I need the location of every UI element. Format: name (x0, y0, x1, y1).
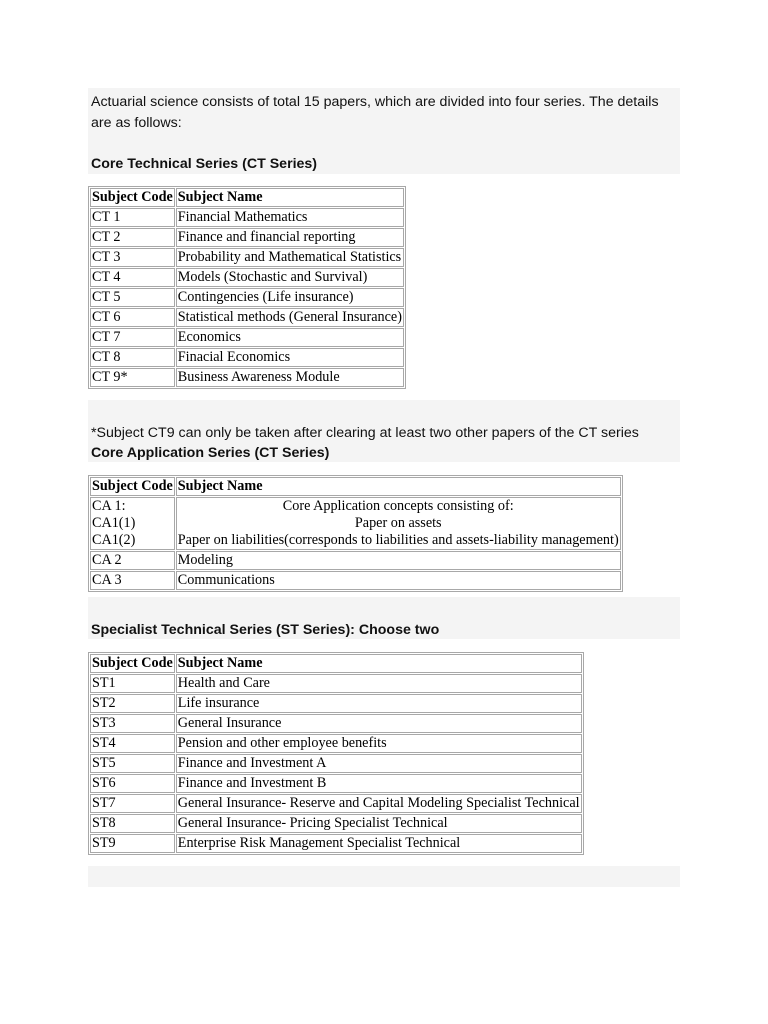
subject-name-cell: Finance and financial reporting (176, 228, 404, 247)
table-header-row (90, 654, 582, 673)
ct9-footnote: *Subject CT9 can only be taken after clearing at least two other papers of the CT series (91, 425, 639, 441)
table-row (90, 248, 404, 267)
subject-name-cell: Life insurance (176, 694, 582, 713)
table-row-ca1-group (90, 497, 621, 550)
table-row (90, 834, 582, 853)
table-row (90, 308, 404, 327)
table-row (90, 228, 404, 247)
subject-name-cell: Communications (176, 571, 621, 590)
table-row (90, 714, 582, 733)
table-row (90, 794, 582, 813)
table-row (90, 694, 582, 713)
ca1-names (176, 497, 621, 550)
table-row (90, 288, 404, 307)
ca-series-heading: Core Application Series (CT Series) (91, 445, 330, 461)
ca1-1-code: CA1(1) (92, 515, 136, 531)
header-subject-code: Subject Code (92, 189, 173, 205)
table-header-row (90, 188, 404, 207)
bottom-band (88, 866, 680, 887)
ca1-codes (90, 497, 175, 550)
subject-name-cell: Financial Mathematics (176, 208, 404, 227)
subject-name-cell: Contingencies (Life insurance) (176, 288, 404, 307)
subject-name-cell: Models (Stochastic and Survival) (176, 268, 404, 287)
subject-code-cell: ST4 (90, 734, 175, 753)
subject-name-cell: Economics (176, 328, 404, 347)
subject-code-cell: ST3 (90, 714, 175, 733)
table-row (90, 674, 582, 693)
intro-line-1: Actuarial science consists of total 15 papers, which are divided into four series. The details (91, 94, 659, 110)
header-subject-name: Subject Name (176, 188, 404, 207)
subject-code-cell: ST1 (90, 674, 175, 693)
table-row (90, 571, 621, 590)
subject-code-cell: CT 1 (90, 208, 175, 227)
subject-code-cell: CT 4 (90, 268, 175, 287)
table-row (90, 328, 404, 347)
subject-code-cell: ST5 (90, 754, 175, 773)
subject-name-cell: Health and Care (176, 674, 582, 693)
subject-name-cell: Statistical methods (General Insurance) (177, 309, 402, 325)
subject-code-cell: ST2 (90, 694, 175, 713)
subject-name-cell: General Insurance- Reserve and Capital Modeling Specialist Technical (177, 795, 580, 811)
subject-code-cell: CT 8 (90, 348, 175, 367)
subject-code-cell: CT 9* (90, 368, 175, 387)
ca1-2-name: Paper on liabilities(corresponds to liabilities and assets-liability management) (177, 532, 619, 548)
table-row (90, 551, 621, 570)
subject-code-cell: CA 3 (90, 571, 175, 590)
ct-series-table (88, 186, 406, 389)
subject-name-cell: Business Awareness Module (176, 368, 404, 387)
table-row (90, 734, 582, 753)
header-subject-code: Subject Code (92, 655, 173, 671)
header-subject-name: Subject Name (176, 654, 582, 673)
ct-series-heading: Core Technical Series (CT Series) (91, 156, 318, 172)
ca-series-table (88, 475, 623, 592)
table-row (90, 754, 582, 773)
table-header-row (90, 477, 621, 496)
ca1-2-code: CA1(2) (92, 532, 136, 548)
subject-code-cell: CT 6 (90, 308, 175, 327)
subject-name-cell: Finance and Investment B (176, 774, 582, 793)
subject-code-cell: CT 5 (90, 288, 175, 307)
subject-code-cell: CA 2 (90, 551, 175, 570)
subject-name-cell: Modeling (176, 551, 621, 570)
subject-code-cell: ST7 (90, 794, 175, 813)
st-series-heading: Specialist Technical Series (ST Series): Choose two (91, 622, 440, 638)
subject-name-cell: Pension and other employee benefits (176, 734, 582, 753)
subject-name-cell: Probability and Mathematical Statistics (176, 248, 404, 267)
header-subject-name: Subject Name (176, 477, 621, 496)
intro-line-2: are as follows: (91, 115, 182, 131)
subject-name-cell: Enterprise Risk Management Specialist Technical (176, 834, 582, 853)
table-row (90, 368, 404, 387)
subject-name-cell: General Insurance (176, 714, 582, 733)
st-series-table (88, 652, 584, 855)
subject-code-cell: ST6 (90, 774, 175, 793)
subject-name-cell: Finacial Economics (176, 348, 404, 367)
subject-name-cell: Finance and Investment A (176, 754, 582, 773)
table-row (90, 348, 404, 367)
table-row (90, 814, 582, 833)
ca1-1-name: Paper on assets (354, 515, 442, 531)
table-row (90, 268, 404, 287)
ca1-code: CA 1: (92, 498, 126, 514)
subject-code-cell: ST9 (90, 834, 175, 853)
table-row (90, 774, 582, 793)
subject-code-cell: CT 3 (90, 248, 175, 267)
table-row (90, 208, 404, 227)
subject-code-cell: ST8 (90, 814, 175, 833)
header-subject-code: Subject Code (92, 478, 173, 494)
subject-name-cell: General Insurance- Pricing Specialist Technical (176, 814, 582, 833)
subject-code-cell: CT 7 (90, 328, 175, 347)
ca1-name: Core Application concepts consisting of: (282, 498, 514, 514)
subject-code-cell: CT 2 (90, 228, 175, 247)
